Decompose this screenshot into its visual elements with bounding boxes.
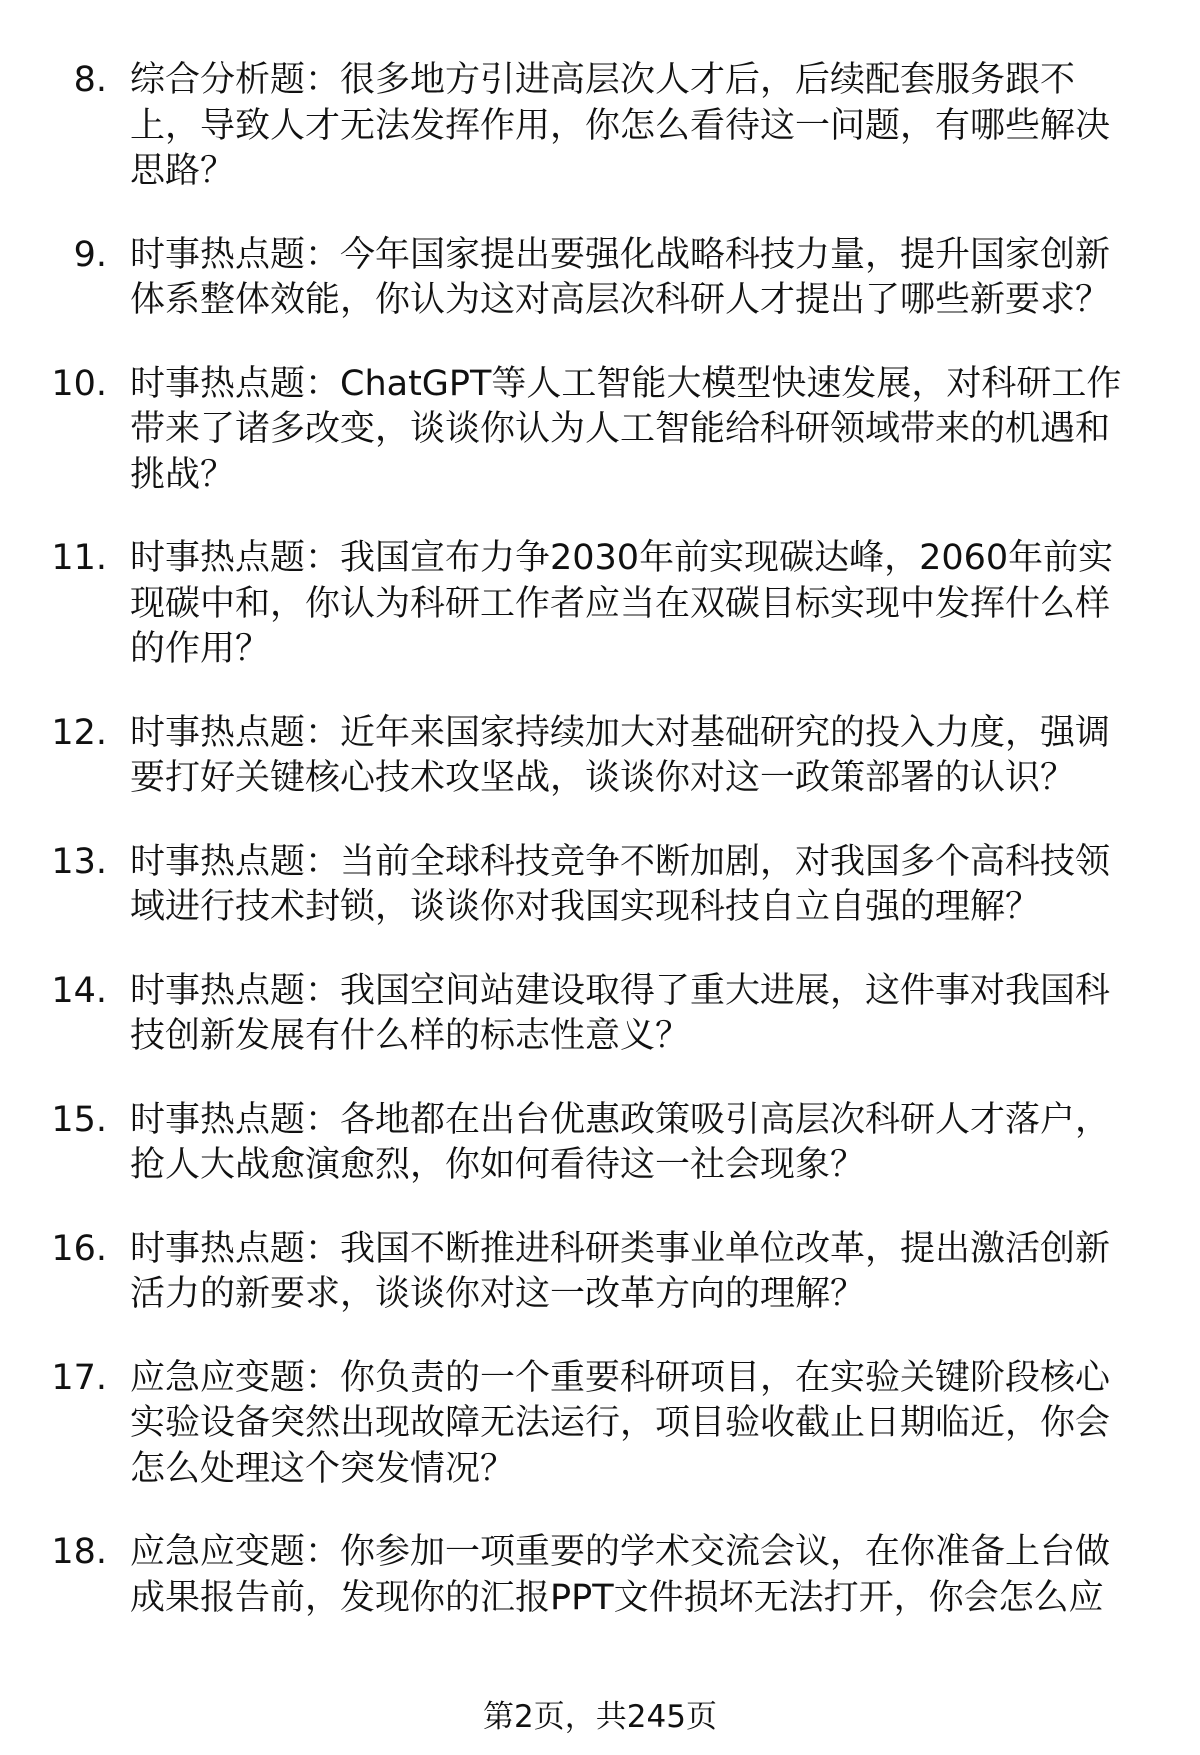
question-item xyxy=(0,58,1200,195)
question-number: 10. xyxy=(51,363,107,404)
question-text: 综合分析题：很多地方引进高层次人才后，后续配套服务跟不上，导致人才无法发挥作用，你怎么看待这一问题，有哪些解决思路？ xyxy=(130,60,1111,191)
question-item xyxy=(0,1356,1200,1493)
question-number: 8. xyxy=(73,60,107,100)
question-number: 16. xyxy=(51,1228,107,1269)
question-item xyxy=(0,536,1200,673)
question-text: 应急应变题：你负责的一个重要科研项目，在实验关键阶段核心实验设备突然出现故障无法运行，项目验收截止日期临近，你会怎么处理这个突发情况？ xyxy=(130,1357,1111,1489)
question-list xyxy=(0,58,1200,1659)
question-number: 15. xyxy=(51,1099,107,1140)
question-number: 18. xyxy=(51,1532,107,1572)
question-item xyxy=(0,840,1200,931)
question-text: 时事热点题：ChatGPT等人工智能大模型快速发展，对科研工作带来了诸多改变，谈谈你认为人工智能给科研领域带来的机遇和挑战？ xyxy=(130,363,1122,495)
question-item xyxy=(0,1098,1200,1189)
question-number: 14. xyxy=(51,970,107,1011)
question-text: 时事热点题：我国不断推进科研类事业单位改革，提出激活创新活力的新要求，谈谈你对这一改革方向的理解？ xyxy=(130,1228,1111,1314)
question-item xyxy=(0,362,1200,499)
question-number: 12. xyxy=(51,712,107,753)
question-text: 时事热点题：近年来国家持续加大对基础研究的投入力度，强调要打好关键核心技术攻坚战，谈谈你对这一政策部署的认识？ xyxy=(130,712,1111,798)
question-item xyxy=(0,969,1200,1060)
question-text: 时事热点题：我国空间站建设取得了重大进展，这件事对我国科技创新发展有什么样的标志性意义？ xyxy=(130,970,1111,1056)
question-number: 17. xyxy=(51,1357,107,1398)
question-item xyxy=(0,233,1200,324)
question-text: 时事热点题：各地都在出台优惠政策吸引高层次科研人才落户，抢人大战愈演愈烈，你如何看待这一社会现象？ xyxy=(130,1099,1111,1185)
question-number: 11. xyxy=(51,538,107,578)
question-number: 9. xyxy=(73,234,107,275)
question-text: 时事热点题：今年国家提出要强化战略科技力量，提升国家创新体系整体效能，你认为这对高层次科研人才提出了哪些新要求？ xyxy=(130,234,1111,320)
page-number-footer: 第2页，共245页 xyxy=(483,1699,717,1735)
question-item xyxy=(0,711,1200,802)
question-text: 时事热点题：我国宣布力争2030年前实现碳达峰，2060年前实现碳中和，你认为科研工作者应当在双碳目标实现中发挥什么样的作用？ xyxy=(130,538,1114,669)
question-text: 时事热点题：当前全球科技竞争不断加剧，对我国多个高科技领域进行技术封锁，谈谈你对我国实现科技自立自强的理解？ xyxy=(130,841,1111,927)
question-item xyxy=(0,1530,1200,1621)
question-text: 应急应变题：你参加一项重要的学术交流会议，在你准备上台做成果报告前，发现你的汇报PPT文件损坏无法打开，你会怎么应 xyxy=(130,1532,1111,1618)
question-number: 13. xyxy=(51,841,107,882)
question-item xyxy=(0,1227,1200,1318)
